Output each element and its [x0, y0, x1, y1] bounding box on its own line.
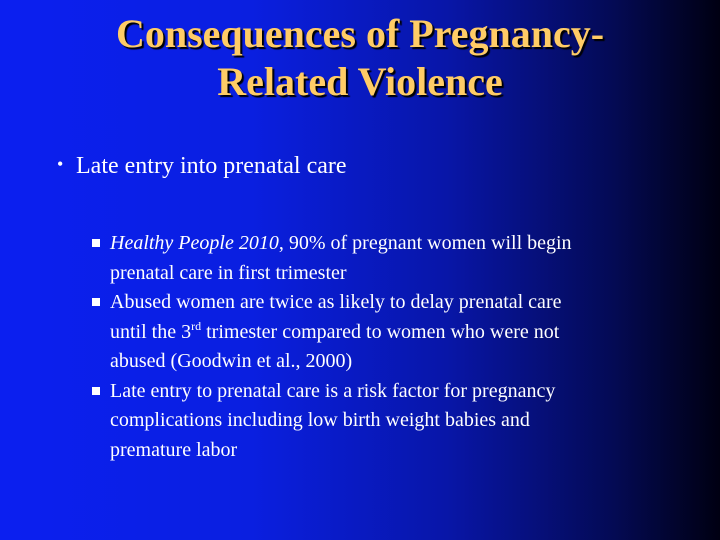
slide-title-line-1: Consequences of Pregnancy- [115, 11, 605, 56]
slide-title [0, 10, 720, 106]
sub-bullet-2-superscript: rd [191, 318, 202, 333]
main-bullet-text: Late entry into prenatal care [76, 153, 347, 179]
sub-bullet-2-line-2-post: trimester compared to women who were not [201, 320, 560, 343]
sub-bullet-2-line-2-pre: until the 3 [110, 320, 192, 343]
main-bullet [57, 149, 347, 181]
sub-bullet-2-line-3: abused (Goodwin et al., 2000) [110, 350, 353, 372]
sub-bullet-1-line-1-rest: , 90% of pregnant women will begin [278, 232, 572, 254]
sub-bullet-3-line-1: Late entry to prenatal care is a risk factor for pregnancy [110, 379, 556, 402]
sub-bullet-list [90, 229, 690, 465]
sub-bullet-item-2 [90, 288, 690, 377]
sub-bullet-3-line-2: complications including low birth weight babies and [110, 409, 530, 431]
square-bullet-icon [92, 239, 100, 247]
sub-bullet-1-italic-source: Healthy People 2010 [110, 232, 279, 254]
sub-bullet-2-line-1: Abused women are twice as likely to delay prenatal care [110, 291, 562, 313]
slide-title-line-2: Related Violence [217, 59, 503, 104]
bullet-dot-icon: • [57, 154, 64, 174]
sub-bullet-3-line-3: premature labor [110, 438, 238, 461]
sub-bullet-item-1 [90, 229, 690, 288]
sub-bullet-item-3 [90, 377, 690, 466]
sub-bullet-2-line-2 [110, 318, 690, 348]
square-bullet-icon [92, 298, 100, 306]
sub-bullet-1-line-1 [110, 229, 690, 259]
square-bullet-icon [92, 387, 100, 395]
sub-bullet-1-line-2: prenatal care in first trimester [110, 261, 347, 284]
